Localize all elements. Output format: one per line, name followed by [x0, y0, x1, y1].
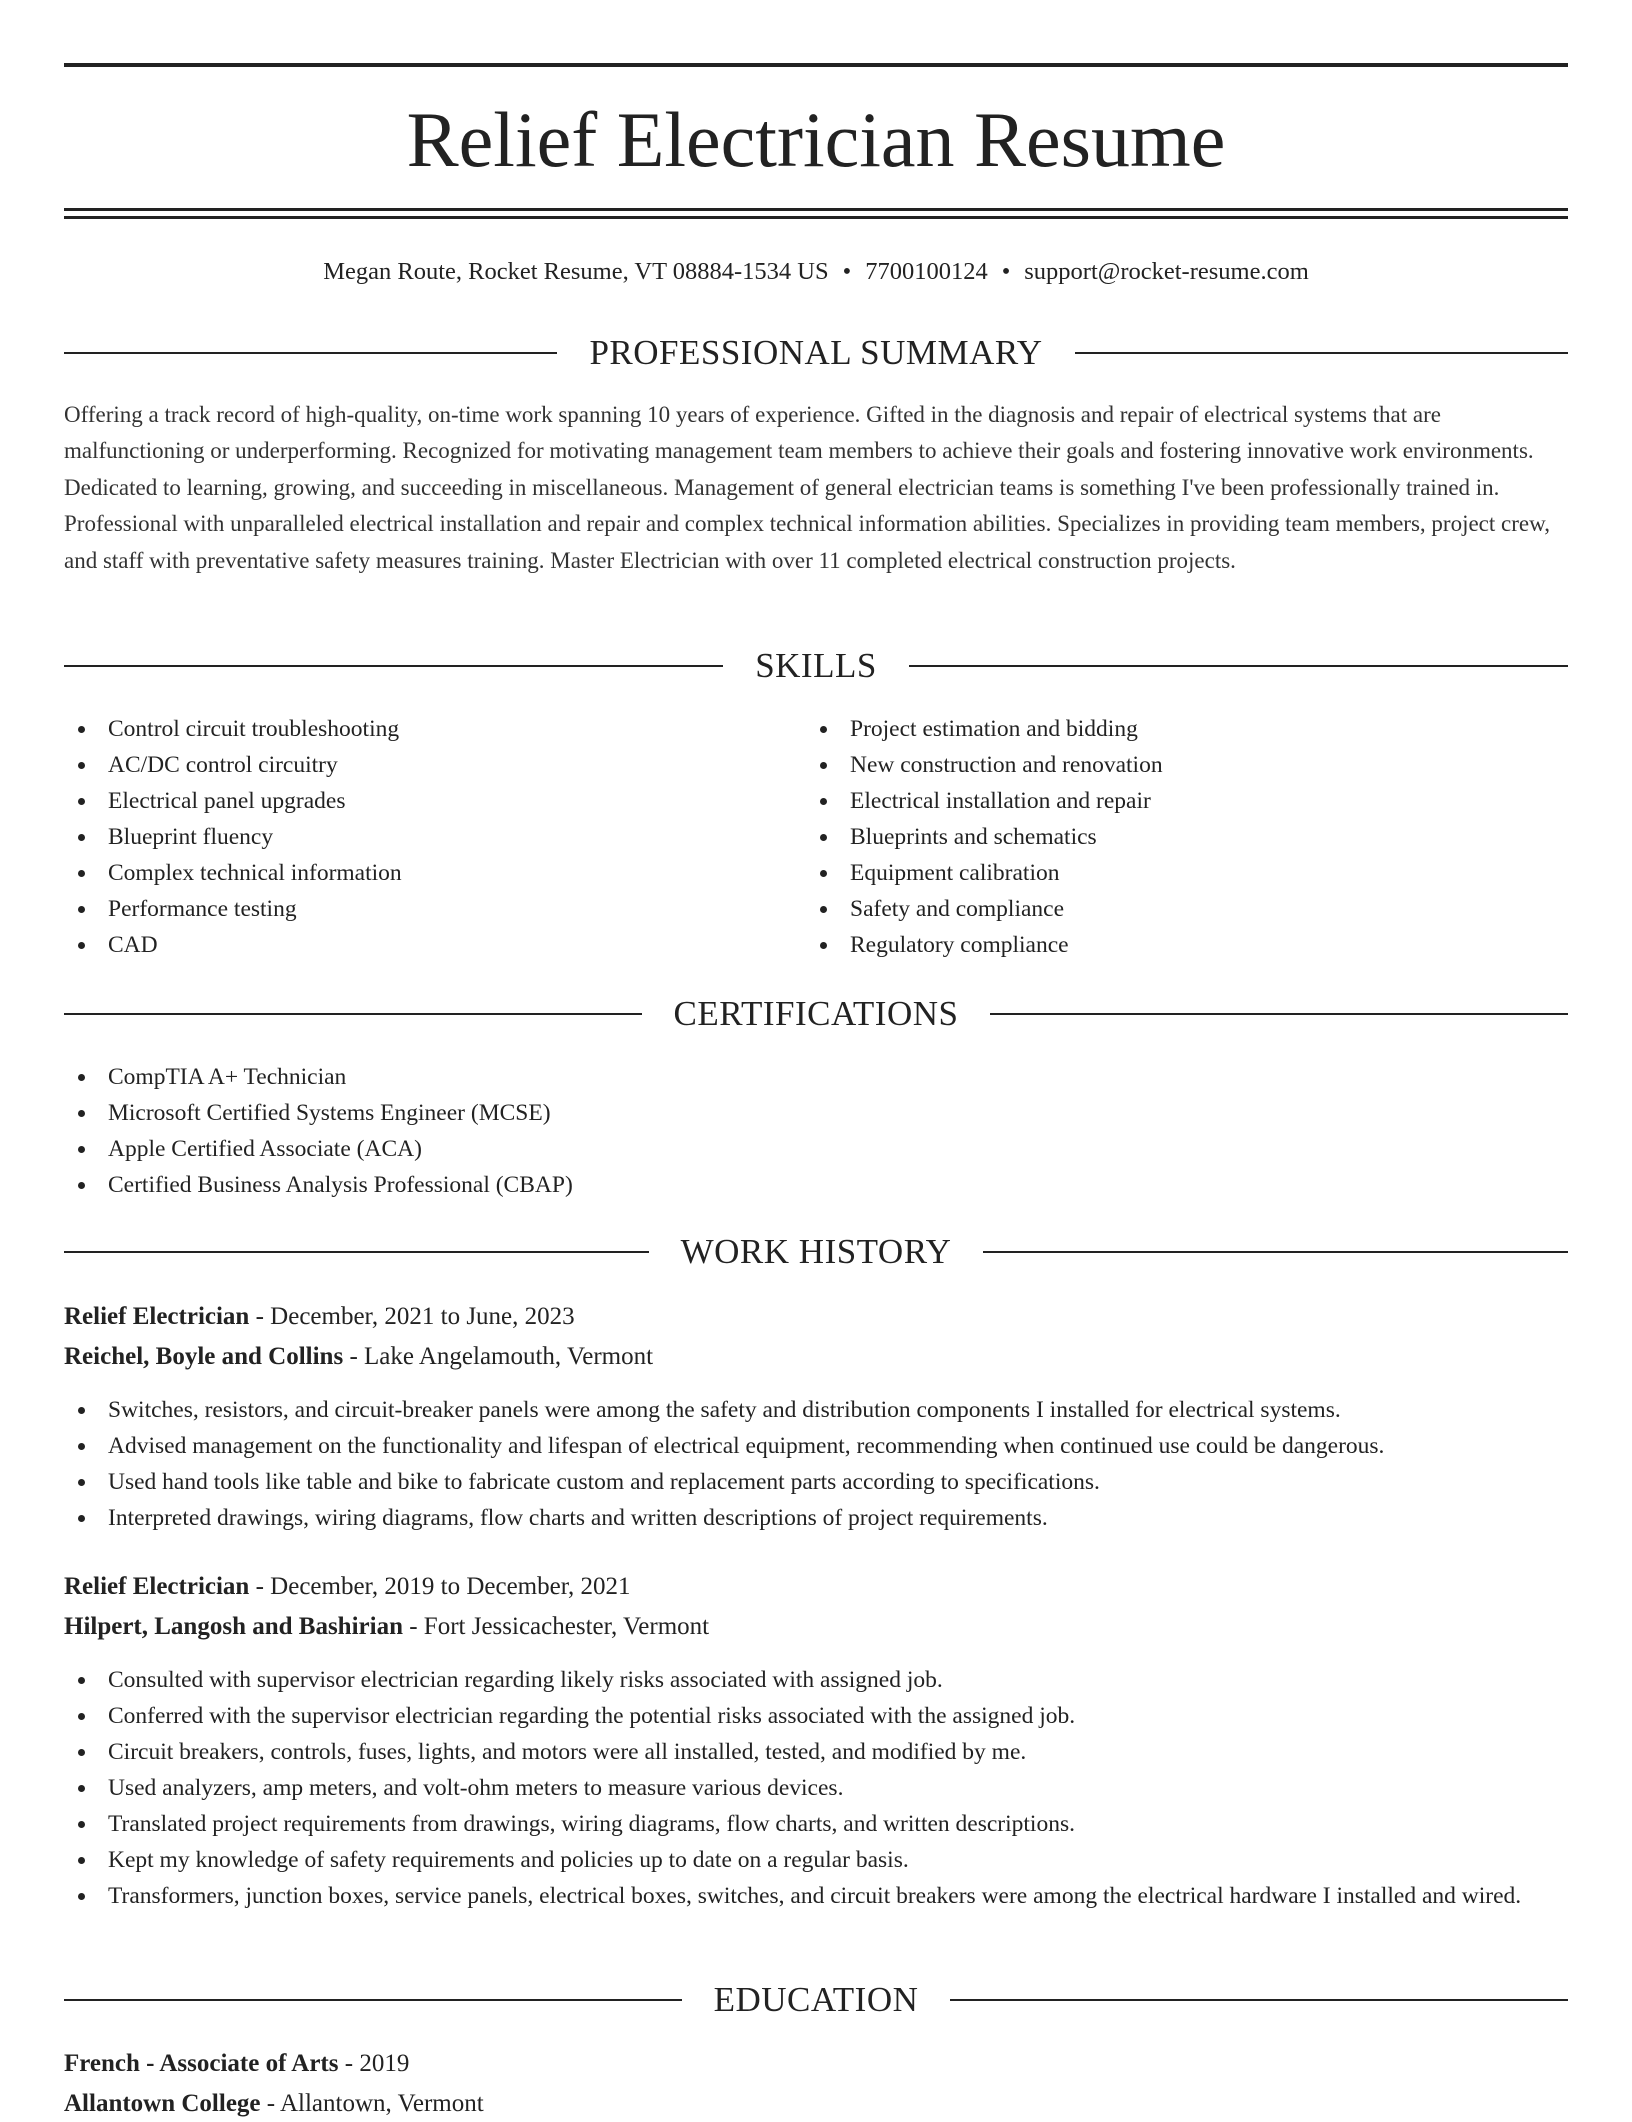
certification-item: Apple Certified Associate (ACA): [64, 1131, 1568, 1167]
job-dates: - December, 2019 to December, 2021: [249, 1573, 631, 1600]
job-title-line: [64, 1569, 1568, 1605]
job-duty-item: Transformers, junction boxes, service panels, electrical boxes, switches, and circuit breakers were among the electrical hardware I installed and wired.: [64, 1878, 1568, 1914]
job-duty-item: Interpreted drawings, wiring diagrams, flow charts and written descriptions of project requirements.: [64, 1500, 1568, 1536]
skill-item: Safety and compliance: [806, 891, 1566, 927]
heading-rule-left: [64, 352, 557, 354]
job-duty-item: Advised management on the functionality and lifespan of electrical equipment, recommending when continued use could be dangerous.: [64, 1428, 1568, 1464]
contact-separator: •: [1001, 258, 1011, 285]
contact-email: support@rocket-resume.com: [1024, 258, 1309, 285]
work-history-heading: WORK HISTORY: [680, 1232, 952, 1271]
job-company: Hilpert, Langosh and Bashirian: [64, 1613, 403, 1640]
heading-rule-left: [64, 1999, 682, 2001]
skill-item: Equipment calibration: [806, 855, 1566, 891]
heading-rule-left: [64, 665, 723, 667]
skill-item: CAD: [64, 927, 804, 963]
summary-text: Offering a track record of high-quality, on-time work spanning 10 years of experience. Gifted in the diagnosis and repair of electrical systems that are malfunctioning or underperforming. Recognized for motivating management team members to achieve their goals and fostering innovative work environments. Dedicated to learning, growing, and succeeding in miscellaneous. Management of general electrician teams is something I've been professionally trained in. Professional with unparalleled electrical installation and repair and complex technical information abilities. Specializes in providing team members, project crew, and staff with preventative safety measures training. Master Electrician with over 11 completed electrical construction projects.: [64, 402, 1550, 573]
heading-rule-right: [909, 665, 1568, 667]
education-location: - Allantown, Vermont: [260, 2090, 484, 2117]
job-duties-list: [64, 1392, 1568, 1536]
heading-rule-right: [950, 1999, 1568, 2001]
heading-rule-right: [990, 1013, 1568, 1015]
skill-item: AC/DC control circuitry: [64, 747, 804, 783]
job-company-line: [64, 1339, 1568, 1375]
contact-line: [64, 254, 1568, 290]
skill-item: Project estimation and bidding: [806, 711, 1566, 747]
job-duty-item: Kept my knowledge of safety requirements and policies up to date on a regular basis.: [64, 1842, 1568, 1878]
job-location: - Fort Jessicachester, Vermont: [402, 1613, 710, 1640]
heading-rule-right: [983, 1251, 1568, 1253]
summary-section-heading: [64, 331, 1568, 375]
job-duties-list: [64, 1662, 1568, 1914]
contact-separator: •: [842, 258, 852, 285]
skill-item: Complex technical information: [64, 855, 804, 891]
skill-item: Performance testing: [64, 891, 804, 927]
education-school-line: [64, 2086, 1568, 2122]
certifications-heading: CERTIFICATIONS: [673, 994, 959, 1033]
job-title-line: [64, 1299, 1568, 1335]
title-rule-upper: [64, 208, 1568, 211]
job-company-line: [64, 1609, 1568, 1645]
job-duty-item: Conferred with the supervisor electrician regarding the potential risks associated with the assigned job.: [64, 1698, 1568, 1734]
skill-item: Blueprint fluency: [64, 819, 804, 855]
contact-phone: 7700100124: [865, 258, 988, 285]
heading-rule-left: [64, 1251, 649, 1253]
certifications-section-heading: [64, 992, 1568, 1036]
job-title: Relief Electrician: [64, 1573, 250, 1600]
education-degree: French - Associate of Arts: [64, 2050, 339, 2077]
job-duty-item: Translated project requirements from drawings, wiring diagrams, flow charts, and written descriptions.: [64, 1806, 1568, 1842]
job-duty-item: Switches, resistors, and circuit-breaker panels were among the safety and distribution components I installed for electrical systems.: [64, 1392, 1568, 1428]
job-duty-item: Consulted with supervisor electrician regarding likely risks associated with assigned job.: [64, 1662, 1568, 1698]
skill-item: New construction and renovation: [806, 747, 1566, 783]
education-school: Allantown College: [64, 2090, 261, 2117]
job-duty-item: Used analyzers, amp meters, and volt-ohm meters to measure various devices.: [64, 1770, 1568, 1806]
work-history-section-heading: [64, 1230, 1568, 1274]
resume-title: Relief Electrician Resume: [406, 96, 1226, 183]
certification-item: CompTIA A+ Technician: [64, 1059, 1568, 1095]
skill-item: Electrical panel upgrades: [64, 783, 804, 819]
job-location: - Lake Angelamouth, Vermont: [343, 1343, 654, 1370]
skills-list-right: [806, 711, 1566, 963]
heading-rule-left: [64, 1013, 642, 1015]
skill-item: Blueprints and schematics: [806, 819, 1566, 855]
certification-item: Microsoft Certified Systems Engineer (MCSE): [64, 1095, 1568, 1131]
certification-item: Certified Business Analysis Professional (CBAP): [64, 1167, 1568, 1203]
skills-heading: SKILLS: [755, 646, 877, 685]
certifications-list: [64, 1059, 1568, 1203]
resume-page: [64, 0, 1568, 2117]
summary-heading: PROFESSIONAL SUMMARY: [589, 333, 1043, 372]
skill-item: Electrical installation and repair: [806, 783, 1566, 819]
job-dates: - December, 2021 to June, 2023: [249, 1303, 575, 1330]
contact-address: Megan Route, Rocket Resume, VT 08884-1534 US: [323, 258, 829, 285]
title-rule-lower: [64, 216, 1568, 219]
job-duty-item: Used hand tools like table and bike to fabricate custom and replacement parts according to specifications.: [64, 1464, 1568, 1500]
skill-item: Control circuit troubleshooting: [64, 711, 804, 747]
job-title: Relief Electrician: [64, 1303, 250, 1330]
heading-rule-right: [1075, 352, 1568, 354]
job-duty-item: Circuit breakers, controls, fuses, lights, and motors were all installed, tested, and modified by me.: [64, 1734, 1568, 1770]
education-section-heading: [64, 1978, 1568, 2022]
skills-list-left: [64, 711, 804, 963]
education-degree-line: [64, 2046, 1568, 2082]
skill-item: Regulatory compliance: [806, 927, 1566, 963]
education-year: - 2019: [338, 2050, 410, 2077]
job-company: Reichel, Boyle and Collins: [64, 1343, 344, 1370]
education-heading: EDUCATION: [713, 1980, 919, 2019]
top-rule: [64, 63, 1568, 67]
skills-section-heading: [64, 644, 1568, 688]
